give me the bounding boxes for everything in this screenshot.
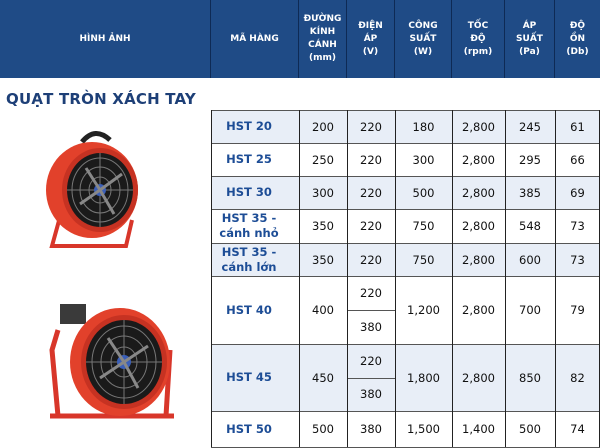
row-divider [211,276,600,277]
power-value: 1,200 [407,303,440,317]
speed-value: 2,800 [462,185,495,200]
product-code [211,243,287,276]
diameter-value: 300 [312,185,334,200]
column-divider [211,110,212,447]
pressure-value: 548 [519,219,541,233]
product-code-line: HST 35 - [221,211,277,225]
speed-value: 1,400 [462,422,495,436]
pressure-value: 295 [519,152,541,167]
row-divider [211,209,600,210]
row-divider [211,143,600,144]
voltage-value: 220 [360,119,382,134]
noise-value: 61 [570,119,585,134]
portable-fan-on-stand-photo [38,290,188,422]
pressure-value: 245 [519,119,541,134]
speed-value: 2,800 [462,252,495,267]
row-divider [211,344,600,345]
product-code [211,209,287,243]
voltage-value: 220 [360,185,382,200]
pressure-value: 385 [519,185,541,200]
product-code-line: cánh nhỏ [219,226,279,240]
header-speed: TỐC ĐỘ (rpm) [452,0,505,78]
product-code-line: HST 35 - [221,244,277,259]
product-code-line: HST 45 [226,370,272,384]
column-divider [555,110,556,447]
column-divider [299,110,300,447]
speed-value: 2,800 [462,370,495,385]
portable-fan-photo [30,122,160,252]
diameter-value: 250 [312,152,334,167]
product-code [211,143,287,176]
voltage-value: 220 [360,286,382,300]
voltage-value: 380 [360,320,382,334]
voltage-value: 220 [360,353,382,368]
pressure-value: 850 [519,370,541,385]
power-value: 1,800 [407,370,440,385]
diameter-value: 350 [312,219,334,233]
voltage-value: 220 [360,252,382,267]
row-divider [211,243,600,244]
product-code [211,344,287,411]
column-divider [395,110,396,447]
product-code [211,176,287,209]
row-divider [211,411,600,412]
product-code-line: HST 40 [226,302,272,317]
speed-value: 2,800 [462,219,495,233]
noise-value: 66 [570,152,585,167]
noise-value: 74 [570,422,585,436]
header-noise: ĐỘ ỒN (Db) [555,0,600,78]
column-divider [505,110,506,447]
voltage-value: 380 [360,387,382,402]
diameter-value: 350 [312,252,334,267]
product-code-line: cánh lớn [221,259,277,274]
pressure-value: 500 [519,422,541,436]
power-value: 500 [412,185,435,200]
power-value: 300 [412,152,435,167]
power-value: 750 [412,219,435,233]
product-code [211,110,287,143]
product-code [211,276,287,344]
voltage-value: 380 [360,422,382,436]
column-divider [347,110,348,447]
noise-value: 73 [570,219,585,233]
voltage-value: 220 [360,152,382,167]
product-code-line: HST 20 [226,119,272,133]
voltage-value: 220 [360,219,382,233]
diameter-value: 500 [312,422,334,436]
power-value: 1,500 [407,422,440,436]
header-code: MÃ HÀNG [211,0,299,78]
noise-value: 82 [570,370,585,385]
noise-value: 69 [570,185,585,200]
column-divider [452,110,453,447]
product-code-line: HST 25 [226,152,272,166]
section-title: QUẠT TRÒN XÁCH TAY [6,90,196,108]
speed-value: 2,800 [462,152,495,167]
cell-divider [347,378,395,379]
diameter-value: 200 [312,119,334,134]
pressure-value: 700 [519,303,541,317]
product-code-line: HST 50 [226,421,272,436]
header-power: CÔNG SUẤT (W) [395,0,452,78]
speed-value: 2,800 [462,303,495,317]
cell-divider [347,310,395,311]
speed-value: 2,800 [462,119,495,134]
diameter-value: 400 [312,303,334,317]
row-divider [211,110,600,111]
noise-value: 73 [570,252,585,267]
header-image: HÌNH ẢNH [0,0,211,78]
product-code [211,411,287,447]
header-diameter: ĐƯỜNG KÍNH CÁNH (mm) [299,0,347,78]
pressure-value: 600 [519,252,541,267]
header-voltage: ĐIỆN ÁP (V) [347,0,395,78]
diameter-value: 450 [312,370,334,385]
product-code-line: HST 30 [226,185,272,199]
noise-value: 79 [570,303,585,317]
power-value: 750 [412,252,435,267]
power-value: 180 [412,119,435,134]
row-divider [211,176,600,177]
header-pressure: ÁP SUẤT (Pa) [505,0,555,78]
